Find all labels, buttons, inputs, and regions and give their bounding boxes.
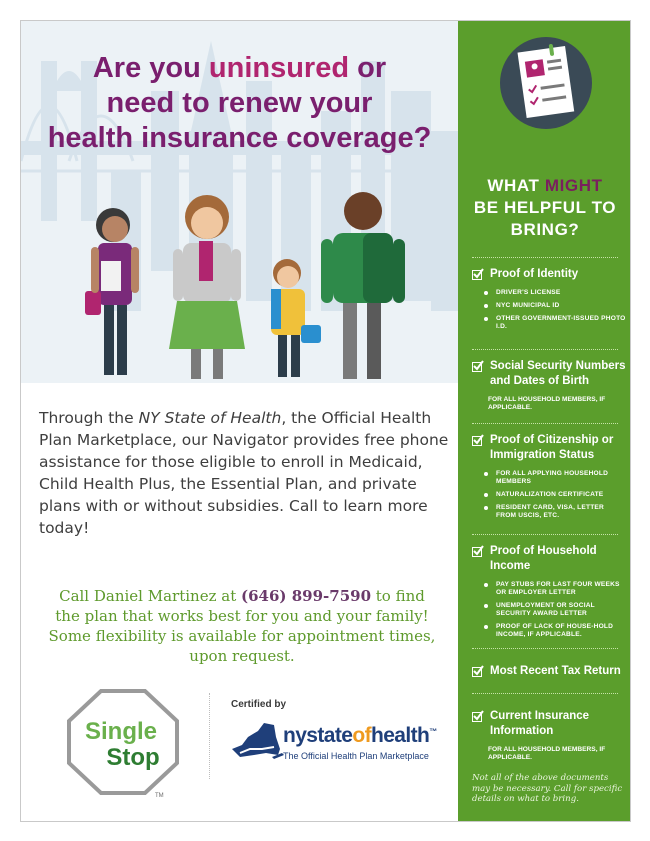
hero-banner [21, 21, 458, 383]
checklist-section-insurance [472, 709, 626, 762]
checklist-section-income [472, 544, 626, 644]
checklist-item: PROOF OF LACK OF HOUSE-HOLD INCOME, IF APPLICABLE. [482, 623, 626, 639]
cta-text: Call Daniel Martinez at [59, 587, 241, 605]
sidebar-title-line-2: BE HELPFUL TO [473, 198, 617, 217]
description-text: , the Official Health Plan Marketplace, our Navigator provides free phone assistance for those eligible to enroll in Medicaid, Child Health Plus, the Essential Plan, and private plans with or without subsidies. Call to learn more today! [39, 409, 449, 537]
sidebar-title-text: WHAT [487, 176, 545, 195]
checklist-item: PAY STUBS FOR LAST FOUR WEEKS OR EMPLOYER LETTER [482, 581, 626, 597]
family-illustration [71, 181, 421, 383]
nysoh-tagline: The Official Health Plan Marketplace [283, 751, 429, 761]
headline-text: Are you [92, 52, 209, 84]
checklist-item: UNEMPLOYMENT OR SOCIAL SECURITY AWARD LETTER [482, 602, 626, 618]
ny-state-outline-icon [228, 719, 284, 763]
checkbox-checked-icon [472, 434, 484, 446]
single-stop-word-2: Stop [106, 744, 160, 771]
checklist-heading-text: Proof of Household Income [490, 545, 597, 572]
checklist-item: NYC MUNICIPAL ID [482, 302, 626, 310]
checklist-heading [472, 359, 626, 389]
checklist-note: FOR ALL HOUSEHOLD MEMBERS, IF APPLICABLE. [488, 396, 606, 411]
single-stop-word-1: Single [84, 718, 158, 745]
nysoh-trademark: ™ [429, 727, 437, 736]
checklist-heading-text: Most Recent Tax Return [490, 665, 621, 677]
main-column [21, 21, 458, 822]
sidebar-footnote: Not all of the above documents may be necessary. Call for specific details on what to bring. [472, 773, 623, 804]
checklist-section-tax-return [472, 664, 626, 679]
checkbox-checked-icon [472, 665, 484, 677]
logo-divider [209, 693, 210, 779]
section-divider [472, 648, 618, 649]
checklist-item: NATURALIZATION CERTIFICATE [482, 491, 626, 499]
checklist-heading-text: Proof of Identity [490, 268, 579, 280]
checklist-items [472, 581, 626, 639]
checklist-heading [472, 664, 626, 679]
checklist-item: OTHER GOVERNMENT-ISSUED PHOTO I.D. [482, 315, 626, 331]
sidebar-title-line-3: BRING? [510, 220, 580, 239]
section-divider [472, 349, 618, 350]
single-stop-logo [63, 687, 183, 799]
checklist-items [472, 470, 626, 520]
headline [21, 51, 458, 156]
sidebar-title [458, 175, 631, 241]
checklist-heading-text: Social Security Numbers and Dates of Birth [490, 360, 626, 387]
checkbox-checked-icon [472, 360, 484, 372]
certified-by-label: Certified by [231, 699, 287, 710]
call-to-action [47, 586, 437, 666]
checklist-item: RESIDENT CARD, VISA, LETTER FROM USCIS, ETC. [482, 504, 626, 520]
checklist-heading-text: Proof of Citizenship or Immigration Status [490, 434, 614, 461]
description-paragraph [39, 407, 459, 539]
cta-text: to find the plan that works best for you and your family! Some flexibility is available for appointment times, upon request. [48, 587, 436, 665]
checklist-items [472, 289, 626, 331]
logo-row [21, 681, 458, 801]
section-divider [472, 693, 618, 694]
checklist-item: FOR ALL APPLYING HOUSEHOLD MEMBERS [482, 470, 626, 486]
nysoh-name-italic: NY State of Health [138, 409, 282, 427]
checkbox-checked-icon [472, 268, 484, 280]
headline-text: or [349, 52, 387, 84]
section-divider [472, 257, 618, 258]
woman-figure [169, 195, 245, 379]
single-stop-trademark: TM [155, 793, 164, 799]
checklist-heading-text: Current Insurance Information [490, 710, 590, 737]
checklist-heading [472, 433, 626, 463]
description-text: Through the [39, 409, 139, 427]
checkbox-checked-icon [472, 545, 484, 557]
checklist-note: FOR ALL HOUSEHOLD MEMBERS, IF APPLICABLE. [488, 746, 606, 761]
checklist-section-ssn [472, 359, 626, 412]
checklist-heading [472, 544, 626, 574]
document-checklist-icon [498, 35, 594, 131]
checklist-heading [472, 267, 626, 282]
checklist-item: DRIVER'S LICENSE [482, 289, 626, 297]
girl-figure [85, 208, 139, 375]
sidebar-title-highlight: MIGHT [544, 176, 603, 195]
section-divider [472, 534, 618, 535]
section-divider [472, 423, 618, 424]
checklist-section-citizenship [472, 433, 626, 525]
headline-line-2: need to renew your [106, 87, 373, 119]
headline-highlight: uninsured [208, 52, 350, 84]
checkbox-checked-icon [472, 710, 484, 722]
nysoh-word-nystate: nystate [283, 724, 353, 747]
nysoh-word-health: health [370, 724, 430, 747]
checklist-section-identity [472, 267, 626, 336]
headline-line-3: health insurance coverage? [47, 122, 432, 154]
nysoh-word-of: of [352, 724, 371, 747]
flyer-page [20, 20, 631, 822]
checklist-sidebar [458, 21, 631, 822]
checklist-heading [472, 709, 626, 739]
boy-figure [271, 259, 321, 377]
man-figure [321, 192, 405, 379]
phone-number[interactable]: (646) 899-7590 [241, 587, 372, 605]
nysoh-wordmark [283, 724, 437, 748]
